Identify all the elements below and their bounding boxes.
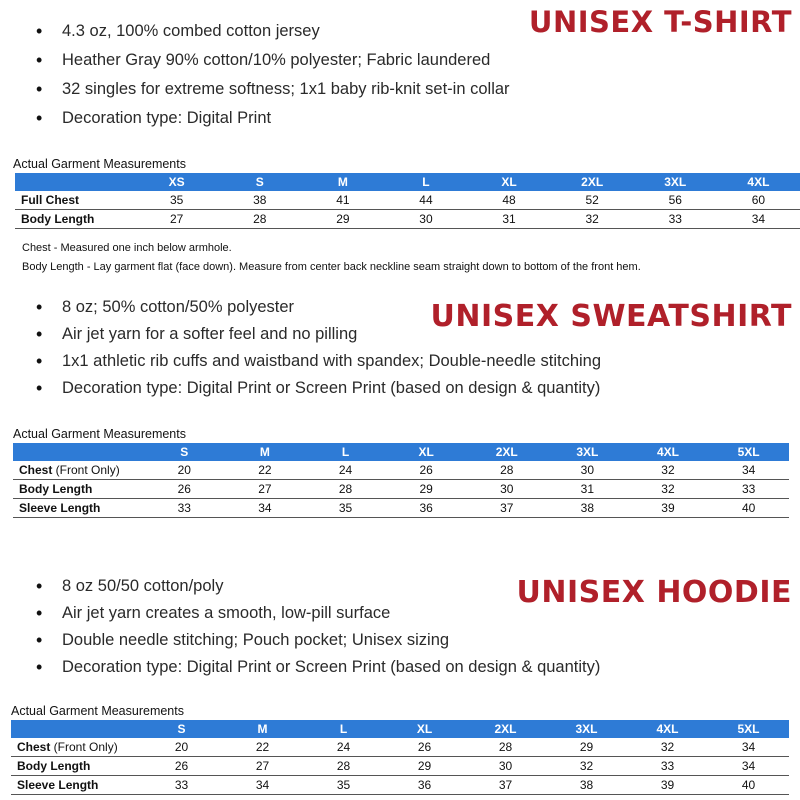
table-cell: 28 bbox=[465, 738, 546, 757]
table-cell: 34 bbox=[708, 738, 789, 757]
table-header-row bbox=[15, 173, 800, 191]
row-label: Full Chest bbox=[15, 191, 135, 210]
table-cell: 37 bbox=[465, 776, 546, 795]
chest-note: Chest - Measured one inch below armhole. bbox=[22, 242, 232, 254]
table-cell: 30 bbox=[466, 480, 547, 499]
table-cell: 34 bbox=[708, 757, 789, 776]
table-cell: 34 bbox=[708, 461, 789, 480]
table-cell: 27 bbox=[225, 480, 306, 499]
table-row bbox=[13, 480, 789, 499]
size-header: 5XL bbox=[708, 443, 789, 461]
measurements-heading: Actual Garment Measurements bbox=[13, 427, 186, 441]
table-cell: 34 bbox=[225, 499, 306, 518]
table-cell: 37 bbox=[466, 499, 547, 518]
size-header: 3XL bbox=[546, 720, 627, 738]
list-item: • Double needle stitching; Pouch pocket; Unisex sizing bbox=[32, 627, 600, 654]
row-label: Sleeve Length bbox=[13, 499, 144, 518]
list-item: • 8 oz 50/50 cotton/poly bbox=[32, 573, 600, 600]
sweatshirt-features bbox=[32, 294, 601, 402]
table-cell: 29 bbox=[386, 480, 467, 499]
size-header: 3XL bbox=[634, 173, 717, 191]
body-length-note: Body Length - Lay garment flat (face down). Measure from center back neckline seam straight down to bottom of the front hem. bbox=[22, 261, 641, 273]
table-cell: 32 bbox=[627, 738, 708, 757]
table-cell: 38 bbox=[547, 499, 628, 518]
table-cell: 30 bbox=[547, 461, 628, 480]
tshirt-title: UNISEX T-SHIRT bbox=[528, 5, 792, 39]
table-cell: 31 bbox=[468, 210, 551, 229]
table-cell: 26 bbox=[141, 757, 222, 776]
size-header: M bbox=[225, 443, 306, 461]
table-cell: 36 bbox=[384, 776, 465, 795]
sweatshirt-section bbox=[0, 290, 800, 530]
table-cell: 32 bbox=[546, 757, 627, 776]
size-header: XS bbox=[135, 173, 218, 191]
size-header: L bbox=[305, 443, 386, 461]
table-cell: 24 bbox=[303, 738, 384, 757]
size-header: 4XL bbox=[628, 443, 709, 461]
size-header: 5XL bbox=[708, 720, 789, 738]
hoodie-size-table bbox=[11, 720, 789, 795]
table-cell: 38 bbox=[218, 191, 301, 210]
table-row bbox=[11, 738, 789, 757]
size-header: 3XL bbox=[547, 443, 628, 461]
tshirt-size-table bbox=[15, 173, 800, 229]
table-cell: 32 bbox=[628, 480, 709, 499]
size-header: XL bbox=[468, 173, 551, 191]
table-cell: 48 bbox=[468, 191, 551, 210]
table-cell: 31 bbox=[547, 480, 628, 499]
table-cell: 22 bbox=[225, 461, 306, 480]
size-header: XL bbox=[386, 443, 467, 461]
table-cell: 39 bbox=[628, 499, 709, 518]
table-cell: 32 bbox=[628, 461, 709, 480]
table-cell: 27 bbox=[135, 210, 218, 229]
size-header: S bbox=[141, 720, 222, 738]
table-cell: 35 bbox=[303, 776, 384, 795]
table-cell: 52 bbox=[551, 191, 634, 210]
table-cell: 26 bbox=[144, 480, 225, 499]
table-cell: 28 bbox=[305, 480, 386, 499]
tshirt-section bbox=[0, 0, 800, 285]
table-cell: 36 bbox=[386, 499, 467, 518]
size-header: S bbox=[144, 443, 225, 461]
table-cell: 28 bbox=[303, 757, 384, 776]
header-corner-cell bbox=[15, 173, 135, 191]
list-item: • Decoration type: Digital Print bbox=[32, 105, 510, 132]
hoodie-features bbox=[32, 573, 600, 681]
table-cell: 29 bbox=[546, 738, 627, 757]
row-label: Chest (Front Only) bbox=[13, 461, 144, 480]
hoodie-section bbox=[0, 565, 800, 800]
row-label: Chest (Front Only) bbox=[11, 738, 141, 757]
header-corner-cell bbox=[13, 443, 144, 461]
size-header: 4XL bbox=[717, 173, 800, 191]
table-row bbox=[13, 461, 789, 480]
list-item: • Air jet yarn for a softer feel and no pilling bbox=[32, 321, 601, 348]
table-cell: 30 bbox=[465, 757, 546, 776]
table-cell: 24 bbox=[305, 461, 386, 480]
table-row bbox=[11, 776, 789, 795]
table-cell: 34 bbox=[222, 776, 303, 795]
table-cell: 20 bbox=[144, 461, 225, 480]
size-header: L bbox=[303, 720, 384, 738]
size-header: 2XL bbox=[465, 720, 546, 738]
table-cell: 26 bbox=[386, 461, 467, 480]
row-label: Sleeve Length bbox=[11, 776, 141, 795]
table-row bbox=[11, 757, 789, 776]
table-header-row bbox=[13, 443, 789, 461]
table-cell: 33 bbox=[627, 757, 708, 776]
hoodie-title: UNISEX HOODIE bbox=[516, 575, 792, 610]
size-header: M bbox=[222, 720, 303, 738]
table-cell: 32 bbox=[551, 210, 634, 229]
list-item: • 1x1 athletic rib cuffs and waistband with spandex; Double-needle stitching bbox=[32, 348, 601, 375]
table-cell: 20 bbox=[141, 738, 222, 757]
header-corner-cell bbox=[11, 720, 141, 738]
table-cell: 28 bbox=[466, 461, 547, 480]
table-cell: 38 bbox=[546, 776, 627, 795]
size-header: 2XL bbox=[466, 443, 547, 461]
list-item: • Heather Gray 90% cotton/10% polyester; Fabric laundered bbox=[32, 47, 510, 74]
sweatshirt-title: UNISEX SWEATSHIRT bbox=[430, 299, 792, 334]
table-row bbox=[13, 499, 789, 518]
size-header: XL bbox=[384, 720, 465, 738]
table-cell: 60 bbox=[717, 191, 800, 210]
size-header: S bbox=[218, 173, 301, 191]
table-cell: 33 bbox=[141, 776, 222, 795]
table-cell: 39 bbox=[627, 776, 708, 795]
size-header: M bbox=[301, 173, 384, 191]
row-label: Body Length bbox=[13, 480, 144, 499]
table-cell: 56 bbox=[634, 191, 717, 210]
table-cell: 35 bbox=[305, 499, 386, 518]
list-item: • 8 oz; 50% cotton/50% polyester bbox=[32, 294, 601, 321]
list-item: • 32 singles for extreme softness; 1x1 baby rib-knit set-in collar bbox=[32, 76, 510, 103]
table-cell: 26 bbox=[384, 738, 465, 757]
table-header-row bbox=[11, 720, 789, 738]
table-cell: 41 bbox=[301, 191, 384, 210]
table-cell: 35 bbox=[135, 191, 218, 210]
tshirt-features bbox=[32, 18, 510, 132]
table-cell: 29 bbox=[301, 210, 384, 229]
table-row bbox=[15, 191, 800, 210]
table-cell: 33 bbox=[634, 210, 717, 229]
table-cell: 44 bbox=[384, 191, 467, 210]
sweatshirt-size-table bbox=[13, 443, 789, 518]
table-cell: 28 bbox=[218, 210, 301, 229]
table-row bbox=[15, 210, 800, 229]
row-label: Body Length bbox=[11, 757, 141, 776]
size-header: 4XL bbox=[627, 720, 708, 738]
table-cell: 27 bbox=[222, 757, 303, 776]
list-item: • 4.3 oz, 100% combed cotton jersey bbox=[32, 18, 510, 45]
measurements-heading: Actual Garment Measurements bbox=[11, 704, 184, 718]
table-cell: 40 bbox=[708, 499, 789, 518]
list-item: • Decoration type: Digital Print or Screen Print (based on design & quantity) bbox=[32, 654, 600, 681]
table-cell: 33 bbox=[708, 480, 789, 499]
size-header: 2XL bbox=[551, 173, 634, 191]
row-label: Body Length bbox=[15, 210, 135, 229]
table-cell: 30 bbox=[384, 210, 467, 229]
measurements-heading: Actual Garment Measurements bbox=[13, 157, 186, 171]
table-cell: 40 bbox=[708, 776, 789, 795]
table-cell: 33 bbox=[144, 499, 225, 518]
table-cell: 22 bbox=[222, 738, 303, 757]
size-header: L bbox=[384, 173, 467, 191]
list-item: • Air jet yarn creates a smooth, low-pill surface bbox=[32, 600, 600, 627]
table-cell: 29 bbox=[384, 757, 465, 776]
list-item: • Decoration type: Digital Print or Screen Print (based on design & quantity) bbox=[32, 375, 601, 402]
table-cell: 34 bbox=[717, 210, 800, 229]
